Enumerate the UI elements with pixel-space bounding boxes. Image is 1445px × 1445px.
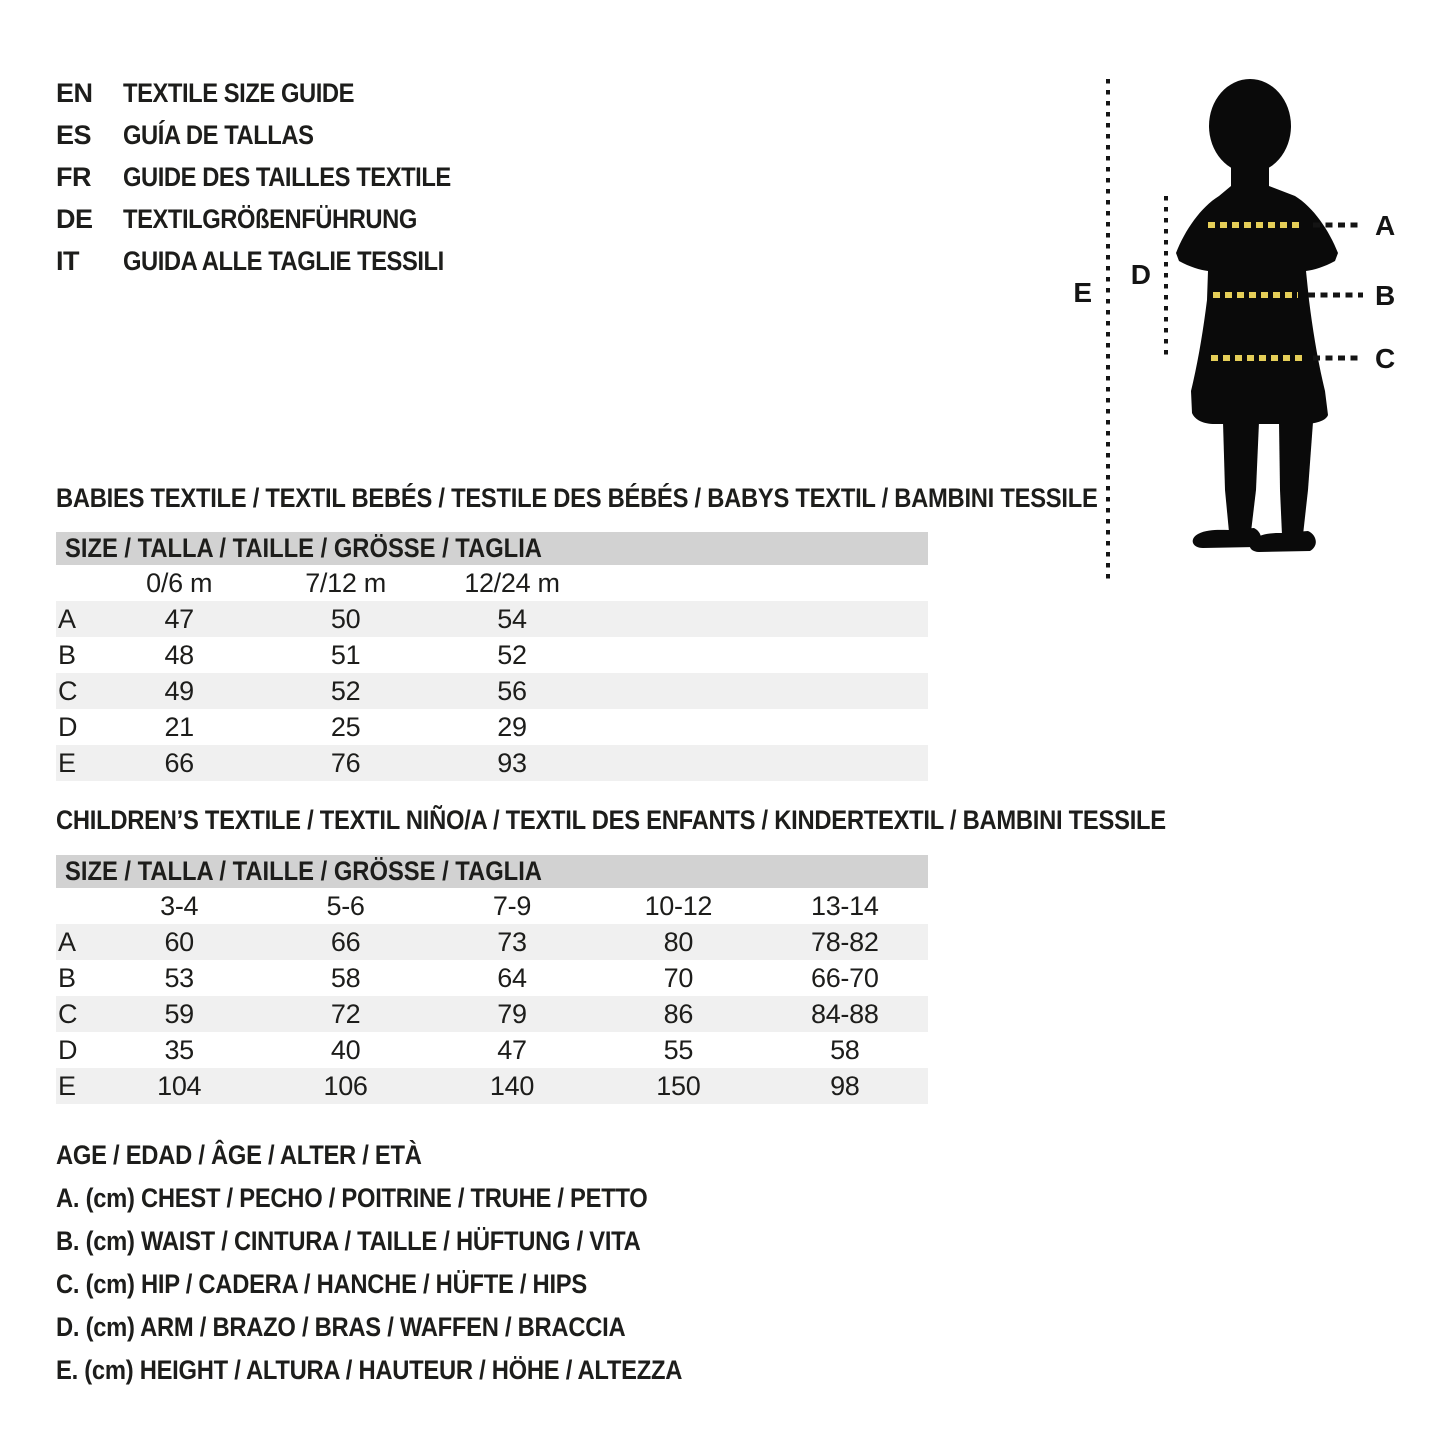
- cell-value: 70: [663, 962, 694, 993]
- child-silhouette-icon: [1176, 79, 1338, 552]
- cell-value: 59: [164, 998, 194, 1029]
- table-row: [56, 637, 928, 673]
- column-header: 12/24 m: [464, 567, 560, 598]
- lang-code: IT: [56, 245, 79, 276]
- children-table-body: [56, 924, 928, 1104]
- cell-value: 104: [157, 1070, 202, 1101]
- cell-value: [595, 673, 761, 709]
- cell-value: [762, 637, 928, 673]
- corner-cell: [56, 888, 96, 924]
- legend-line-chest: A. (cm) CHEST / PECHO / POITRINE / TRUHE / PETTO: [56, 1183, 648, 1213]
- legend-line-arm: D. (cm) ARM / BRAZO / BRAS / WAFFEN / BRACCIA: [56, 1312, 626, 1342]
- guide-title-de: TEXTILGRÖßENFÜHRUNG: [123, 203, 417, 234]
- cell-value: [595, 709, 761, 745]
- column-header: 7/12 m: [305, 567, 386, 598]
- lang-code: FR: [56, 161, 91, 192]
- row-label: D: [58, 711, 78, 742]
- guide-title-en: TEXTILE SIZE GUIDE: [123, 77, 355, 108]
- cell-value: 58: [330, 962, 361, 993]
- measurement-legend: [56, 1134, 767, 1392]
- cell-value: [762, 709, 928, 745]
- corner-cell: [56, 565, 96, 601]
- table-row: [56, 1032, 928, 1068]
- lang-row-en: [56, 72, 496, 114]
- cell-value: 80: [663, 926, 694, 957]
- cell-value: 52: [330, 675, 361, 706]
- guide-title-it: GUIDA ALLE TAGLIE TESSILI: [123, 245, 444, 276]
- legend-line-hip: C. (cm) HIP / CADERA / HANCHE / HÜFTE / HIPS: [56, 1269, 587, 1299]
- figure-label-d: D: [1130, 259, 1151, 290]
- column-header: 10-12: [644, 890, 713, 921]
- children-size-table: [56, 888, 928, 1104]
- figure-label-c: C: [1375, 343, 1396, 374]
- cell-value: 47: [164, 603, 194, 634]
- cell-value: 73: [497, 926, 527, 957]
- cell-value: 66: [164, 747, 194, 778]
- cell-value: 48: [164, 639, 194, 670]
- babies-size-header-bar: SIZE / TALLA / TAILLE / GRÖSSE / TAGLIA: [56, 532, 928, 565]
- cell-value: 79: [497, 998, 527, 1029]
- figure-label-e: E: [1073, 277, 1092, 308]
- cell-value: 35: [164, 1034, 194, 1065]
- column-header-empty: [595, 565, 761, 601]
- guide-title-fr: GUIDE DES TAILLES TEXTILE: [123, 161, 451, 192]
- cell-value: 140: [489, 1070, 535, 1101]
- lang-row-de: [56, 198, 496, 240]
- table-row: [56, 1068, 928, 1104]
- column-header: 5-6: [326, 890, 365, 921]
- language-title-list: [56, 72, 496, 282]
- cell-value: 49: [164, 675, 194, 706]
- cell-value: 93: [497, 747, 527, 778]
- cell-value: 98: [830, 1070, 860, 1101]
- legend-line-height: E. (cm) HEIGHT / ALTURA / HAUTEUR / HÖHE / ALTEZZA: [56, 1355, 683, 1385]
- cell-value: 66-70: [811, 962, 879, 993]
- cell-value: 55: [663, 1034, 694, 1065]
- row-label: A: [58, 926, 76, 957]
- cell-value: 76: [330, 747, 361, 778]
- row-label: C: [58, 675, 78, 706]
- cell-value: 66: [330, 926, 361, 957]
- child-measurement-figure: [1045, 60, 1445, 600]
- row-label: C: [58, 998, 78, 1029]
- children-table-header: [56, 888, 928, 924]
- cell-value: 50: [330, 603, 361, 634]
- cell-value: 25: [330, 711, 361, 742]
- lang-row-es: [56, 114, 496, 156]
- children-section-title: CHILDREN’S TEXTILE / TEXTIL NIÑO/A / TEXTIL DES ENFANTS / KINDERTEXTIL / BAMBINI TESSILE: [56, 805, 1166, 835]
- cell-value: 29: [497, 711, 527, 742]
- figure-label-a: A: [1375, 210, 1396, 241]
- table-row: [56, 745, 928, 781]
- table-row: [56, 601, 928, 637]
- cell-value: 54: [497, 603, 527, 634]
- cell-value: [595, 637, 761, 673]
- cell-value: 51: [330, 639, 361, 670]
- column-header: 3-4: [160, 890, 199, 921]
- lang-code: DE: [56, 203, 93, 234]
- column-header: 13-14: [811, 890, 879, 921]
- cell-value: 86: [663, 998, 694, 1029]
- table-row: [56, 709, 928, 745]
- lang-row-fr: [56, 156, 496, 198]
- column-header-row: [56, 888, 928, 924]
- row-label: A: [58, 603, 76, 634]
- table-row: [56, 673, 928, 709]
- cell-value: [762, 745, 928, 781]
- cell-value: 21: [164, 711, 194, 742]
- column-header-empty: [762, 565, 928, 601]
- cell-value: [595, 601, 761, 637]
- legend-line-age: AGE / EDAD / ÂGE / ALTER / ETÀ: [56, 1140, 422, 1170]
- row-label: E: [58, 747, 76, 778]
- cell-value: 52: [497, 639, 527, 670]
- cell-value: 53: [164, 962, 194, 993]
- cell-value: 60: [164, 926, 194, 957]
- cell-value: [595, 745, 761, 781]
- lang-row-it: [56, 240, 496, 282]
- column-header: 0/6 m: [146, 567, 213, 598]
- cell-value: 58: [830, 1034, 860, 1065]
- guide-title-es: GUÍA DE TALLAS: [123, 119, 314, 150]
- cell-value: [762, 601, 928, 637]
- babies-table-body: [56, 601, 928, 781]
- lang-code: EN: [56, 77, 93, 108]
- row-label: E: [58, 1070, 76, 1101]
- cell-value: 47: [497, 1034, 527, 1065]
- legend-line-waist: B. (cm) WAIST / CINTURA / TAILLE / HÜFTUNG / VITA: [56, 1226, 641, 1256]
- table-row: [56, 960, 928, 996]
- cell-value: 64: [497, 962, 527, 993]
- row-label: B: [58, 962, 76, 993]
- children-size-header-bar: SIZE / TALLA / TAILLE / GRÖSSE / TAGLIA: [56, 855, 928, 888]
- row-label: D: [58, 1034, 78, 1065]
- cell-value: 84-88: [811, 998, 879, 1029]
- table-row: [56, 924, 928, 960]
- cell-value: 106: [323, 1070, 368, 1101]
- cell-value: 72: [330, 998, 361, 1029]
- cell-value: [762, 673, 928, 709]
- figure-label-b: B: [1375, 280, 1396, 311]
- cell-value: 78-82: [811, 926, 879, 957]
- cell-value: 40: [330, 1034, 361, 1065]
- cell-value: 150: [656, 1070, 701, 1101]
- lang-code: ES: [56, 119, 92, 150]
- table-row: [56, 996, 928, 1032]
- babies-size-table: [56, 565, 928, 781]
- babies-section-title: BABIES TEXTILE / TEXTIL BEBÉS / TESTILE DES BÉBÉS / BABYS TEXTIL / BAMBINI TESSILE: [56, 483, 1098, 513]
- column-header-row: [56, 565, 928, 601]
- row-label: B: [58, 639, 76, 670]
- babies-table-header: [56, 565, 928, 601]
- cell-value: 56: [497, 675, 527, 706]
- column-header: 7-9: [492, 890, 532, 921]
